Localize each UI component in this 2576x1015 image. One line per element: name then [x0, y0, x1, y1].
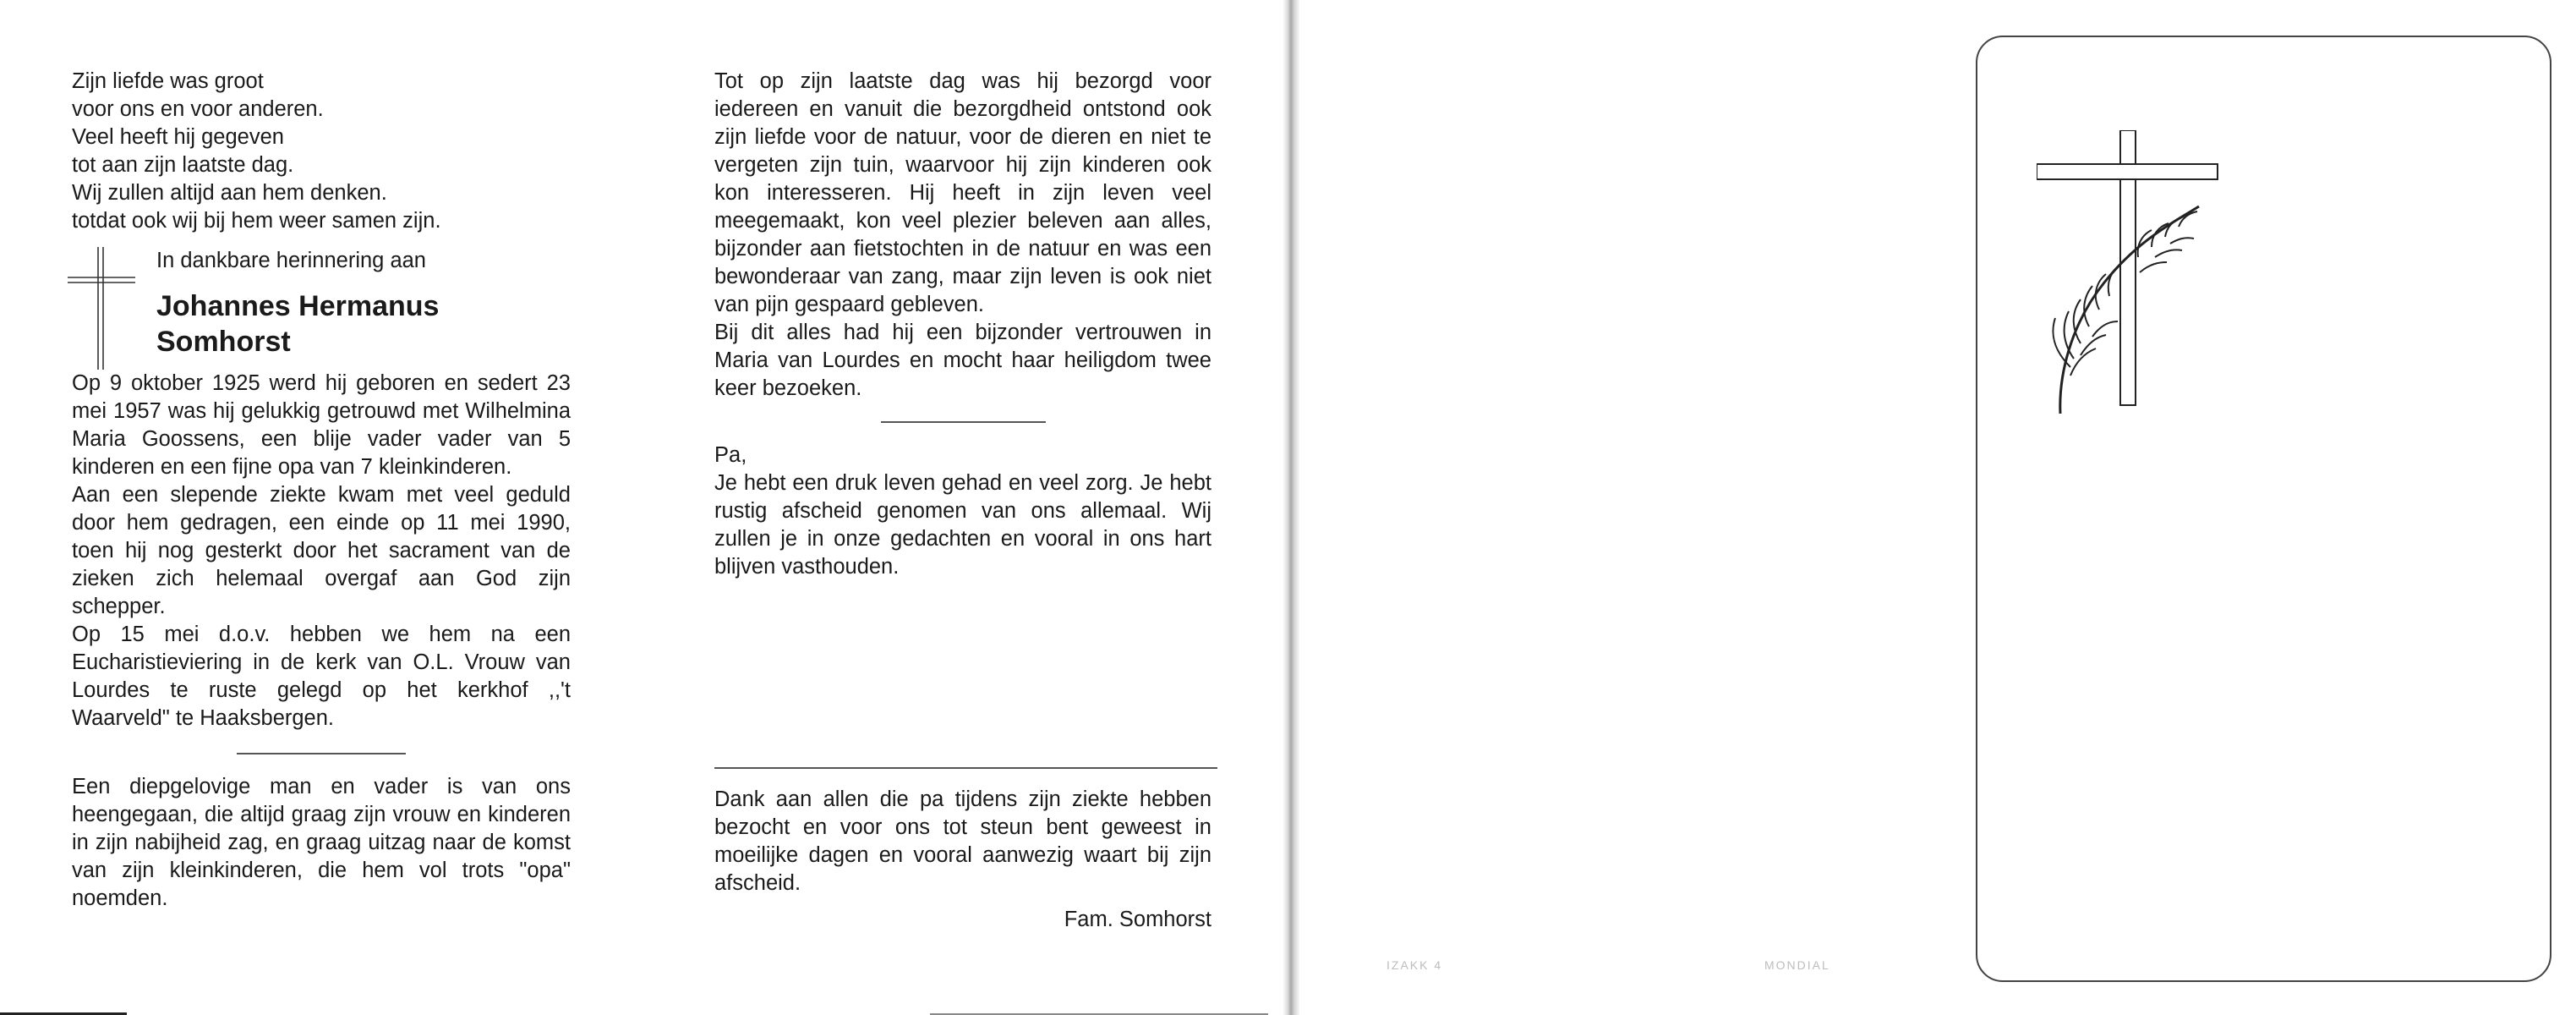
poem [72, 68, 571, 235]
pa-salutation: Pa, [714, 443, 747, 467]
biography-paragraph: Op 9 oktober 1925 werd hij geboren en sedert 23 mei 1957 was hij gelukkig getrouwd met Wilhelmina Maria Goossens, een blije vader vader van 5 kinderen en een fijne opa van 7 kleinkinderen. [72, 371, 571, 479]
cover-frame [1976, 36, 2551, 982]
divider [881, 421, 1046, 423]
poem-line: totdat ook wij bij hem weer samen zijn. [72, 209, 441, 233]
memorial-intro: In dankbare herinnering aan [156, 249, 426, 272]
deceased-name-first: Johannes Hermanus [156, 290, 440, 322]
family-signature: Fam. Somhorst [1064, 908, 1211, 931]
faith-paragraph: Bij dit alles had hij een bijzonder vertrouwen in Maria van Lourdes en mocht haar heiligdom twee keer bezoeken. [714, 321, 1211, 400]
latin-cross-icon [68, 247, 135, 370]
closing-paragraph: Een diepgelovige man en vader is van ons heengegaan, die altijd graag zijn vrouw en kinderen in zijn nabijheid zag, en graag uitzag naar de komst van zijn kleinkinderen, die hem vol trots "opa" noemden. [72, 775, 571, 910]
poem-line: Wij zullen altijd aan hem denken. [72, 181, 387, 205]
poem-line: Veel heeft hij gegeven [72, 125, 284, 149]
poem-line: voor ons en voor anderen. [72, 97, 324, 121]
inner-pages [0, 0, 1285, 1015]
divider [237, 753, 406, 754]
poem-line: Zijn liefde was groot [72, 69, 264, 93]
right-column [714, 68, 1211, 934]
left-column [72, 68, 571, 913]
funeral-paragraph: Op 15 mei d.o.v. hebben we hem na een Eucharistieviering in de kerk van O.L. Vrouw van Lourdes te ruste gelegd op het kerkhof ,,'t Waarveld" te Haaksbergen. [72, 623, 571, 730]
memorial-text [156, 247, 439, 359]
character-paragraph: Tot op zijn laatste dag was hij bezorgd voor iedereen en vanuit die bezorgdheid ontstond ook zijn liefde voor de natuur, voor de dieren en niet te vergeten zijn tuin, waarvoor hij zijn kinderen ook kon interesseren. Hij heeft in zijn leven veel meegemaakt, kon veel plezier beleven aan alles, bijzonder aan fietstochten in de natuur en was een bewonderaar van zang, maar zijn leven is ook niet van pijn gespaard gebleven. [714, 69, 1211, 316]
thanks-paragraph: Dank aan allen die pa tijdens zijn ziekte hebben bezocht en voor ons tot steun bent geweest in moeilijke dagen en vooral aanwezig waart bij zijn afscheid. [714, 787, 1211, 895]
cross-with-wheat-icon [2037, 130, 2231, 418]
divider [714, 767, 1217, 769]
card-fold [1283, 0, 1299, 1015]
deceased-name-last: Somhorst [156, 326, 291, 358]
printer-mark: IZAKK 4 [1386, 958, 1443, 972]
printer-mark: MONDIAL [1764, 958, 1830, 972]
poem-line: tot aan zijn laatste dag. [72, 153, 294, 177]
illness-paragraph: Aan een slepende ziekte kwam met veel geduld door hem gedragen, een einde op 11 mei 1990, toen hij nog gesterkt door het sacrament van de zieken zich helemaal overgaf aan God zijn schepper. [72, 483, 571, 618]
pa-message: Je hebt een druk leven gehad en veel zorg. Je hebt rustig afscheid genomen van ons allemaal. Wij zullen je in onze gedachten en vooral in ons hart blijven vasthouden. [714, 471, 1211, 579]
memorial-header [72, 247, 571, 370]
